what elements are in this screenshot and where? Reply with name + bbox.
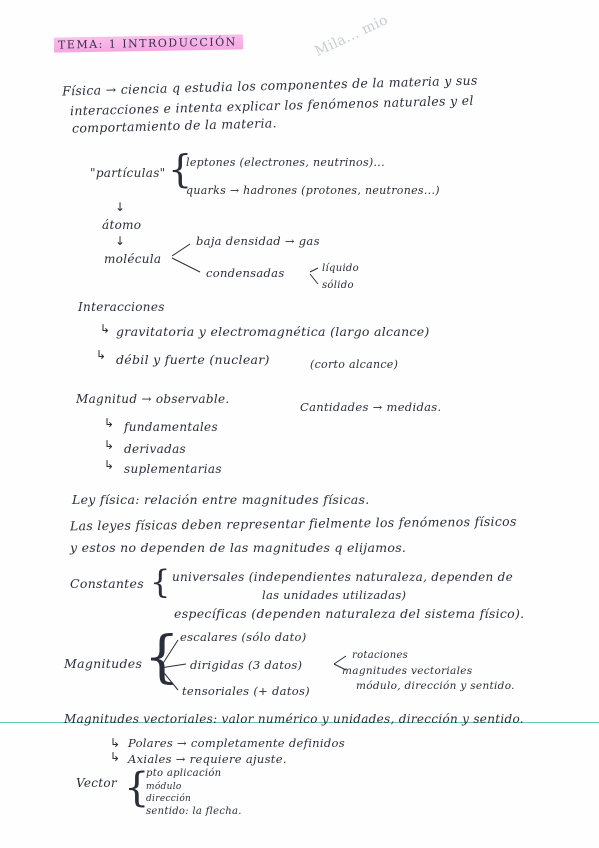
law-line-2: Las leyes físicas deben representar fielmente los fenómenos físicos [69,513,517,534]
interactions-item-2: débil y fuerte (nuclear) [116,352,270,367]
particles-label: "partículas" [90,166,166,180]
vector-magnitudes-line: Magnitudes vectoriales: valor numérico y unidades, dirección y sentido. [64,712,524,726]
hook-arrow-icon: ↳ [110,736,121,750]
vector-label: Vector [76,776,117,790]
page-title: TEMA: 1 INTRODUCCIÓN [54,34,243,52]
magnitude-sub-3: suplementarias [124,462,222,476]
hook-arrow-icon: ↳ [104,458,115,472]
physics-line-3: comportamiento de la materia. [71,115,277,136]
magnitudes-rotations: rotaciones [352,650,409,661]
vector-modulus: módulo [146,782,182,792]
atom-label: átomo [102,218,142,232]
magnitudes-vector: magnitudes vectoriales [342,665,473,677]
vector-sense: sentido: la flecha. [146,806,242,817]
particles-leptons: leptones (electrones, neutrinos)... [186,156,385,169]
hook-arrow-icon: ↳ [104,438,115,452]
molecule-label: molécula [104,252,162,266]
interactions-item-2-note: (corto alcance) [310,358,399,371]
magnitudes-brace: { [144,625,180,690]
particles-quarks: quarks → hadrones (protones, neutrones...) [186,184,440,197]
vector-point: pto aplicación [146,768,222,779]
constants-universal-1: universales (independientes naturaleza, dependen de [172,570,513,584]
law-line-3: y estos no dependen de las magnitudes q elijamos. [70,540,407,555]
hook-arrow-icon: ↳ [104,416,115,430]
constants-universal-2: las unidades utilizadas) [262,588,407,602]
interactions-item-1: gravitatoria y electromagnética (largo alcance) [116,324,430,339]
magnitude-line: Magnitud → observable. [76,392,230,406]
down-arrow-icon: ↓ [115,234,126,248]
vector-polar: Polares → completamente definidos [128,736,345,750]
name-mark: Mila... mio [312,12,391,60]
physics-line-1: Física → ciencia q estudia los componentes de la materia y sus [61,72,478,99]
hook-arrow-icon: ↳ [110,750,121,764]
solid-label: sólido [322,280,354,291]
constants-brace: { [150,563,171,601]
liquid-label: líquido [322,263,359,274]
constants-specific: específicas (dependen naturaleza del sistema físico). [174,606,525,621]
particles-brace: { [168,147,193,191]
hook-arrow-icon: ↳ [100,322,111,336]
down-arrow-icon: ↓ [115,200,126,214]
constants-label: Constantes [70,576,144,591]
magnitudes-scalar: escalares (sólo dato) [180,630,307,644]
vector-axial: Axiales → requiere ajuste. [128,752,287,766]
low-density-label: baja densidad → gas [196,234,320,248]
magnitude-note: Cantidades → medidas. [300,400,442,414]
magnitudes-tensor: tensoriales (+ datos) [182,684,310,698]
law-line-1: Ley física: relación entre magnitudes físicas. [72,492,370,507]
interactions-heading: Interacciones [78,300,165,314]
condensed-label: condensadas [206,266,285,280]
physics-line-2: interacciones e intenta explicar los fenómenos naturales y el [69,92,474,119]
vector-direction: dirección [146,794,192,804]
hook-arrow-icon: ↳ [96,348,107,362]
magnitudes-label: Magnitudes [64,656,143,671]
magnitudes-directed: dirigidas (3 datos) [190,658,303,672]
vector-brace: { [124,765,150,811]
magnitude-sub-1: fundamentales [124,420,218,434]
magnitude-sub-2: derivadas [124,442,186,456]
magnitudes-mod-dir: módulo, dirección y sentido. [356,680,515,692]
